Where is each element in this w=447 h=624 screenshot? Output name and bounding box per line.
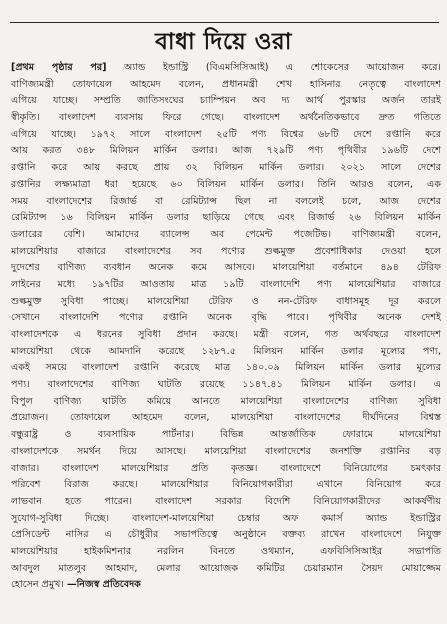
article-line: পরিবেশ বিরাজ করছে। মালয়েশিয়ার বিনিয়োগকারীরা এখানে বিনিয়োগ করে: [11, 479, 441, 491]
article-line: রপ্তানির লক্ষ্যমাত্রা ধরা হয়েছে ৬০ বিলিয়ন মার্কিন ডলার। তিনি আরও বলেন, এক: [11, 178, 441, 190]
article-line: বাংলাদেশকে এ ধরনের সুবিধা প্রদান করছে। মন্ত্রী বলেন, গত অর্থবছরে বাংলাদেশ: [11, 329, 441, 340]
article-line: শুল্কমুক্ত সুবিধা পাচ্ছে। মালয়েশিয়া টেরিফ ও নন-টেরিফ বাধাসমূহ দূর করলে: [11, 295, 441, 307]
article-line: প্রয়োজন। তোফায়েল আহমেদ বলেন, মালয়েশিয়া বাংলাদেশের দীর্ঘদিনের বিশ্বস্ত: [11, 412, 441, 424]
article-line: এগিয়ে যাচ্ছে। ১৯৭২ সালে বাংলাদেশ ২৫টি পণ্য বিশ্বের ৬৮টি দেশে রপ্তানি করে: [11, 128, 441, 140]
byline: —নিজস্ব প্রতিবেদক: [66, 579, 141, 591]
article-line: বন্ধুরাষ্ট্র ও ব্যবসায়িক পার্টনার। বিভিন্ন আন্তর্জাতিক ফোরামে মালয়েশিয়া: [11, 429, 441, 441]
article-closing-line: [11, 577, 441, 594]
article-line: পণ্য। বাংলাদেশের বাণিজ্য ঘাটতি রয়েছে ১১৪৭.৪১ মিলিয়ন মার্কিন ডলার। এ: [11, 379, 441, 391]
article-line: সেখানে বাংলাদেশি পণ্যের রপ্তানি অনেক বৃদ্ধি পাবে। পৃথিবীর অনেক দেশই: [11, 312, 441, 324]
article-line: [11, 60, 441, 77]
article-line: রপ্তানি করে আয় করছে প্রায় ৩২ বিলিয়ন মার্কিন ডলার। ২০২১ সালে দেশের: [11, 162, 441, 174]
article-line: স্বীকৃতি। বাংলাদেশ ব্যবসায় ফিরে গেছে। বাংলাদেশ অর্থনৈতিকভাবে দ্রুত গতিতে: [11, 112, 441, 124]
article-line: বিপুল বাণিজ্য ঘাটতি কমিয়ে আনতে মালয়েশিয়া বাংলাদেশের বাণিজ্য সুবিধা: [11, 395, 441, 407]
article-line: লাভবান হতে পারেন। বাংলাদেশ সরকার বিদেশি বিনিয়োগকারীদের আকর্ষণীয়: [11, 495, 441, 507]
article-line: বাণিজ্যমন্ত্রী তোফায়েল আহমেদ বলেন, প্রধানমন্ত্রী শেখ হাসিনার নেতৃত্বে বাংলাদেশ: [11, 78, 441, 90]
article-line: দুদেশের বাণিজ্য ব্যবধান অনেক কমে আসবে। মালয়েশিয়া বর্তমানে ৪৯৪ টেরিফ: [11, 262, 441, 274]
article-line: বাজার। বাংলাদেশ মালয়েশিয়ার প্রতি কৃতজ্ঞ। বাংলাদেশে বিনিয়োগের চমৎকার: [11, 462, 441, 474]
headline: বাধা দিয়ে ওরা: [155, 28, 292, 55]
article-line: এগিয়ে যাচ্ছে। সম্প্রতি জাতিসংঘের চ্যাম্পিয়ন অব দ্য আর্থ পুরস্কার অর্জন তারই: [11, 95, 441, 107]
article-line: মালয়েশিয়া থেকে আমদানি করেছে ১২৮৭.৫ মিলিয়ন মার্কিন ডলার মূল্যের পণ্য,: [11, 345, 441, 357]
article-line: প্রেসিডেন্ট নাসির এ চৌধুরীর সভাপতিত্বে অনুষ্ঠানে বক্তব্য রাখেন বাংলাদেশে নিযুক্ত: [11, 529, 441, 541]
article-line: রেমিট্যান্স ১৬ বিলিয়ন মার্কিন ডলার ছাড়িয়ে গেছে এবং রিজার্ভ ২৬ বিলিয়ন মার্কিন: [11, 212, 441, 224]
article-line: সুযোগ-সুবিধা দিচ্ছে। বাংলাদেশ-মালয়েশিয়া চেম্বার অফ কমার্স অ্যান্ড ইন্ডাস্ট্রির: [11, 512, 441, 524]
article-line: একই সময়ে বাংলাদেশ রপ্তানি করেছে মাত্র ১৪০.০৯ মিলিয়ন মার্কিন ডলার মূল্যের: [11, 362, 441, 374]
article-body: [11, 60, 441, 594]
article-line: বাংলাদেশকে সমর্থন দিয়ে আসছে। মালয়েশিয়া বাংলাদেশের জনশক্তি রপ্তানির বড়: [11, 445, 441, 457]
article-line: আয় করত ৩৪৮ মিলিয়ন মার্কিন ডলার। আজ ৭২৯টি পণ্য পৃথিবীর ১৯৬টি দেশে: [11, 145, 441, 157]
top-divider: [10, 22, 439, 23]
article-line-text: অ্যান্ড ইন্ডাস্ট্রি (বিএমসিসিআই) এ শোকেসের আয়োজন করে।: [124, 62, 441, 73]
article-line: ডলারের বেশি। আমাদের ব্যালেন্স অব পেমেন্ট পজেটিভ। বাণিজ্যমন্ত্রী বলেন,: [11, 228, 441, 240]
article-line: মালয়েশিয়ার হাইকমিশনার নরলিন বিনতে ওথম্যান, এফবিসিসিআইর সভাপতি: [11, 545, 441, 557]
continuation-kicker: [প্রথম পৃষ্ঠার পর]: [11, 62, 107, 73]
article-line: আবদুল মাতলুব আহমাদ, মেলার আয়োজক কমিটির চেয়ারম্যান সৈয়দ মোয়াজ্জেম: [11, 562, 441, 574]
article-line: লাইনের মধ্যে ১৯৭টির আওতায় মাত্র ১৯টি বাংলাদেশি পণ্য মালয়েশিয়ার বাজারে: [11, 278, 441, 290]
article-line: সময় বাংলাদেশের রিজার্ভ বা রেমিট্যান্স ছিল না বললেই চলে, আজ দেশের: [11, 195, 441, 207]
closing-text: হোসেন প্রমুখ।: [11, 579, 64, 591]
article-line: মালয়েশিয়ার বাজারে বাংলাদেশের সব পণ্যের শুল্কমুক্ত প্রবেশাধিকার দেওয়া হলে: [11, 245, 441, 257]
